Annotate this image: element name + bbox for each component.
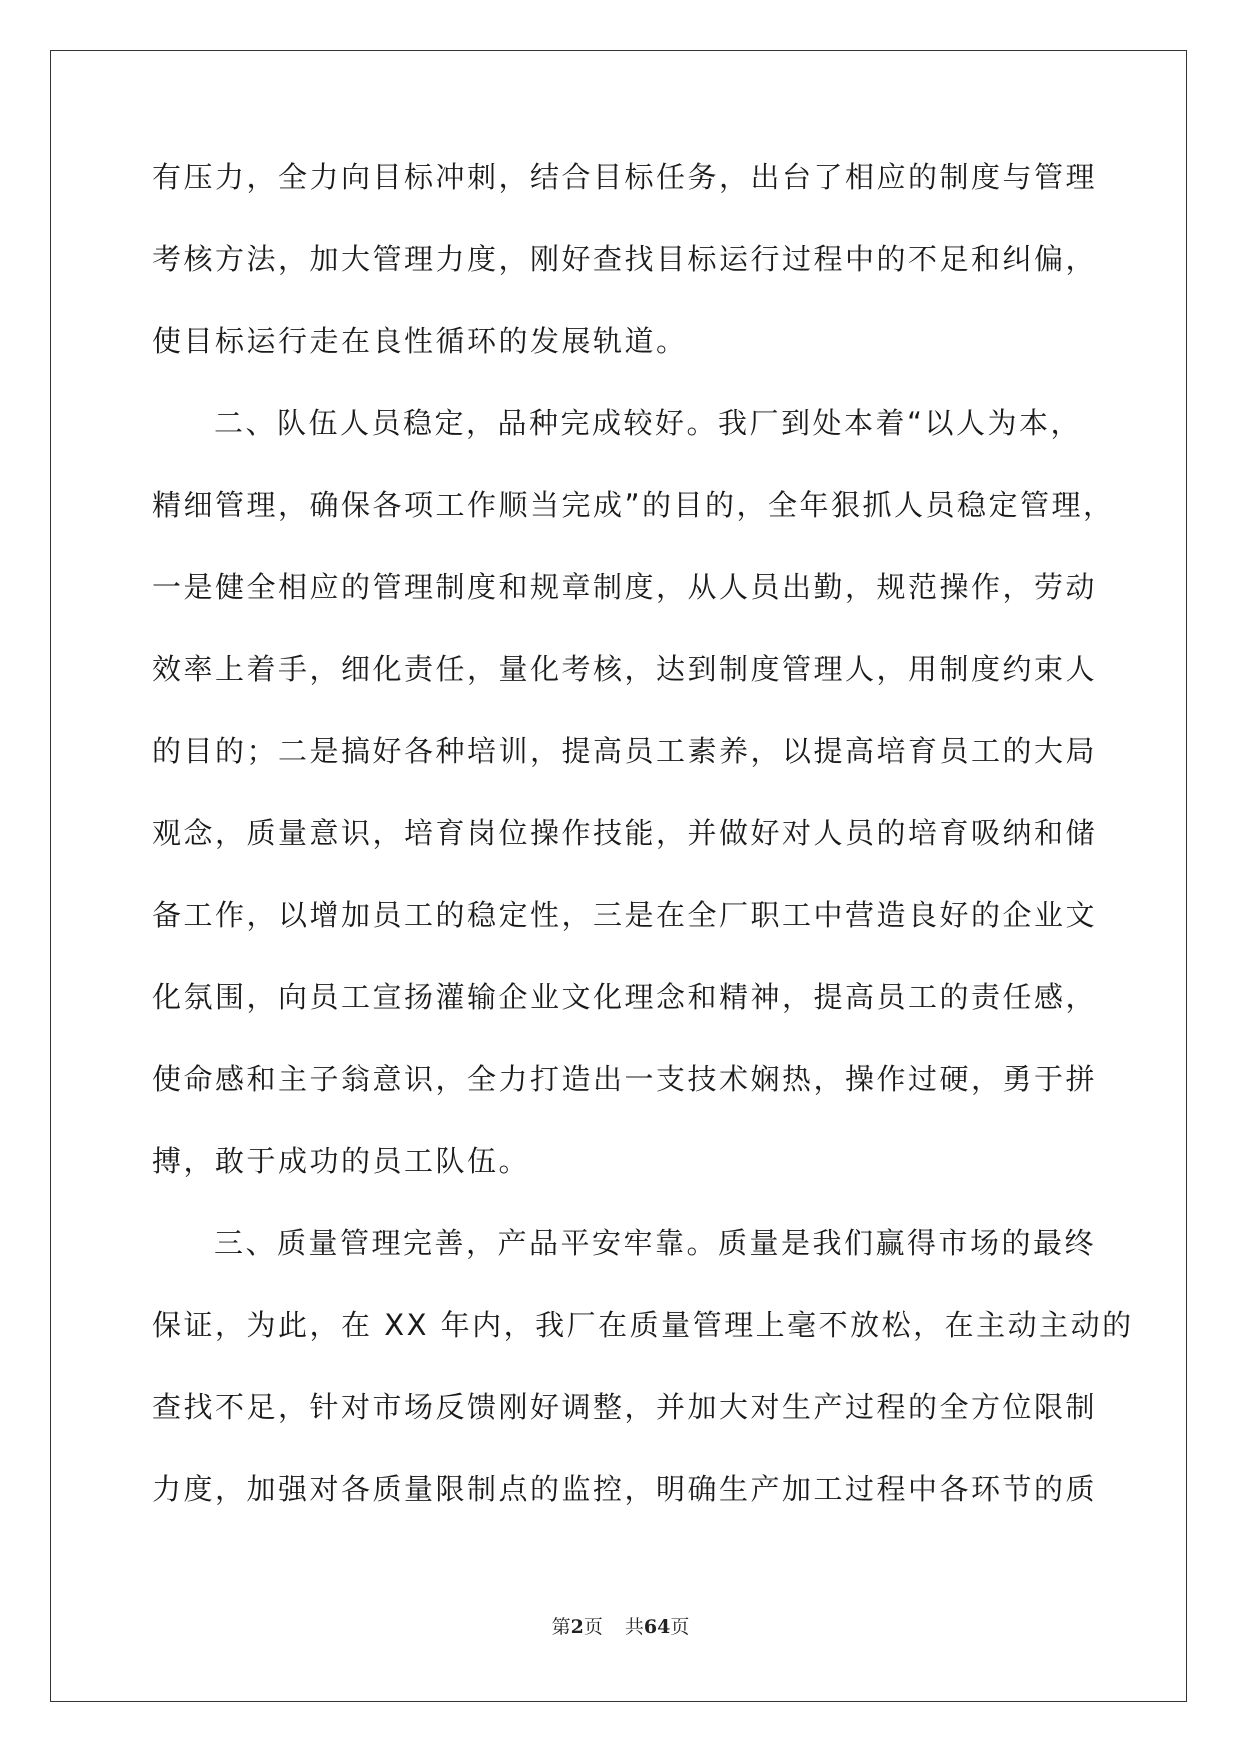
total-pages: 64 (643, 1616, 671, 1638)
page-suffix: 页 (583, 1616, 603, 1638)
text-line: 查找不足，针对市场反馈刚好调整，并加大对生产过程的全方位限制 (152, 1390, 1098, 1424)
text-line: 力度，加强对各质量限制点的监控，明确生产加工过程中各环节的质 (152, 1472, 1098, 1506)
text-line: 一是健全相应的管理制度和规章制度，从人员出勤，规范操作，劳动 (152, 570, 1098, 604)
text-line: 观念，质量意识，培育岗位操作技能，并做好对人员的培育吸纳和储 (152, 816, 1098, 850)
text-line: 效率上着手，细化责任，量化考核，达到制度管理人，用制度约束人 (152, 652, 1098, 686)
page-footer (0, 1612, 1241, 1639)
page-number: 2 (570, 1616, 584, 1638)
text-line: 的目的；二是搞好各种培训，提高员工素养，以提高培育员工的大局 (152, 734, 1098, 768)
page-prefix: 第 (551, 1616, 571, 1638)
paragraph-start-line: 三、质量管理完善，产品平安牢靠。质量是我们赢得市场的最终 (214, 1226, 1097, 1260)
total-prefix: 共 (624, 1616, 644, 1638)
document-body (152, 160, 1134, 1556)
text-line: 精细管理，确保各项工作顺当完成”的目的，全年狠抓人员稳定管理， (152, 488, 1115, 522)
text-line: 备工作，以增加员工的稳定性，三是在全厂职工中营造良好的企业文 (152, 898, 1098, 932)
text-line: 使命感和主子翁意识，全力打造出一支技术娴热，操作过硬，勇于拼 (152, 1062, 1098, 1096)
text-line: 使目标运行走在良性循环的发展轨道。 (152, 324, 688, 358)
text-line: 考核方法，加大管理力度，刚好查找目标运行过程中的不足和纠偏， (152, 242, 1098, 276)
paragraph-start-line: 二、队伍人员稳定，品种完成较好。我厂到处本着“以人为本， (214, 406, 1083, 440)
text-line: 有压力，全力向目标冲刺，结合目标任务，出台了相应的制度与管理 (152, 160, 1098, 194)
text-line: 化氛围，向员工宣扬灌输企业文化理念和精神，提高员工的责任感， (152, 980, 1098, 1014)
total-suffix: 页 (670, 1616, 690, 1638)
text-line: 保证，为此，在 XX 年内，我厂在质量管理上毫不放松，在主动主动的 (152, 1308, 1134, 1342)
text-line: 搏，敢于成功的员工队伍。 (152, 1144, 531, 1178)
